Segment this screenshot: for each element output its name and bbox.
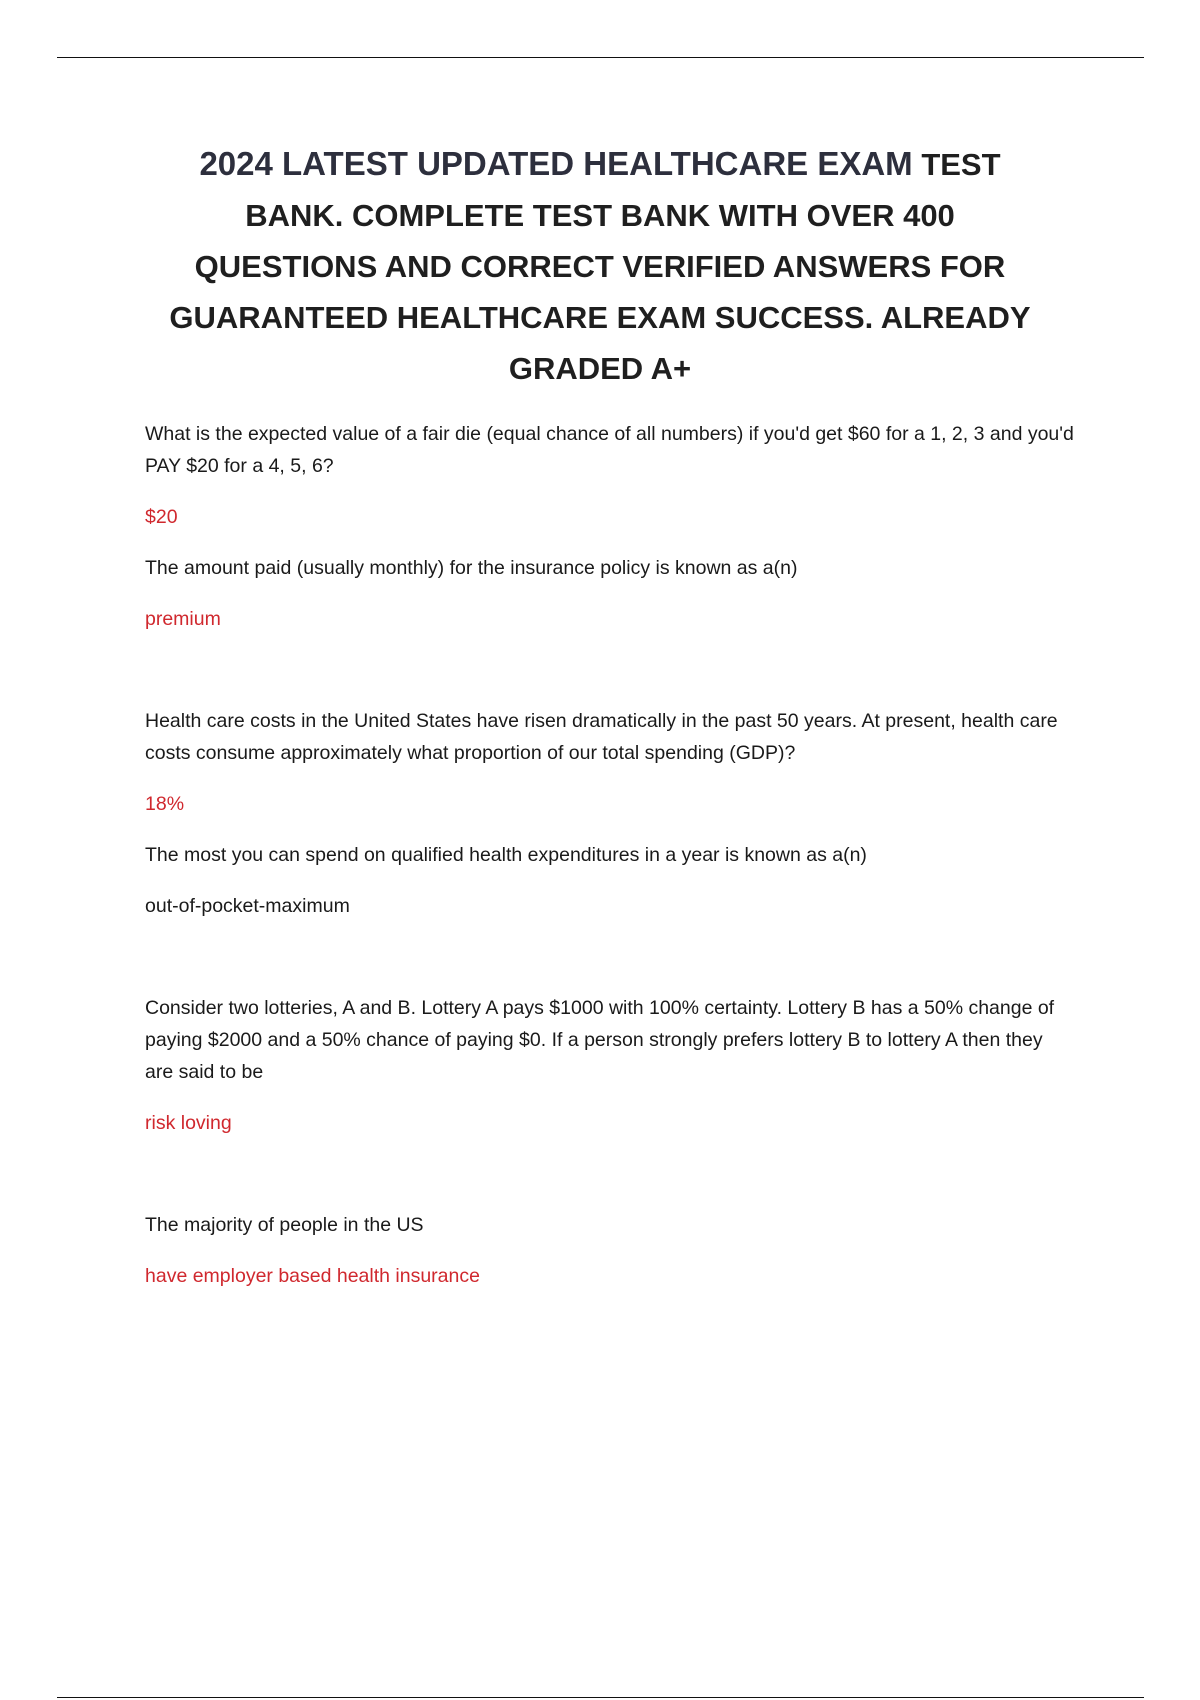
answer-text: have employer based health insurance [145, 1265, 480, 1287]
answer-text: $20 [145, 506, 178, 528]
question-text: The majority of people in the US [145, 1214, 424, 1236]
bottom-rule [57, 1697, 1144, 1698]
top-rule [57, 57, 1144, 58]
question-text: Health care costs in the United States have risen dramatically in the past 50 years. At present, health care costs consume approximately what proportion of our total spending (GDP)? [145, 710, 1058, 764]
question-text: The most you can spend on qualified health expenditures in a year is known as a(n) [145, 844, 867, 866]
document-title-lead: 2024 LATEST UPDATED HEALTHCARE EXAM [199, 145, 913, 182]
document-title [150, 138, 1050, 394]
answer-text: premium [145, 608, 221, 630]
answer-text: out-of-pocket-maximum [145, 895, 350, 917]
question-text: Consider two lotteries, A and B. Lottery A pays $1000 with 100% certainty. Lottery B has a 50% change of paying $2000 and a 50% chance of paying $0. If a person strongly prefers lottery B to lottery A then they are said to be [145, 997, 1055, 1083]
answer-text: 18% [145, 793, 185, 815]
answer-text: risk loving [145, 1112, 232, 1134]
question-text: The amount paid (usually monthly) for the insurance policy is known as a(n) [145, 557, 798, 579]
qa-list [145, 418, 1075, 1292]
document-title-rest: TEST BANK. COMPLETE TEST BANK WITH OVER 400 QUESTIONS AND CORRECT VERIFIED ANSWERS FOR GUARANTEED HEALTHCARE EXAM SUCCESS. ALREADY GRADED A+ [169, 147, 1031, 386]
question-text: What is the expected value of a fair die (equal chance of all numbers) if you'd get $60 for a 1, 2, 3 and you'd PAY $20 for a 4, 5, 6? [145, 423, 1074, 477]
